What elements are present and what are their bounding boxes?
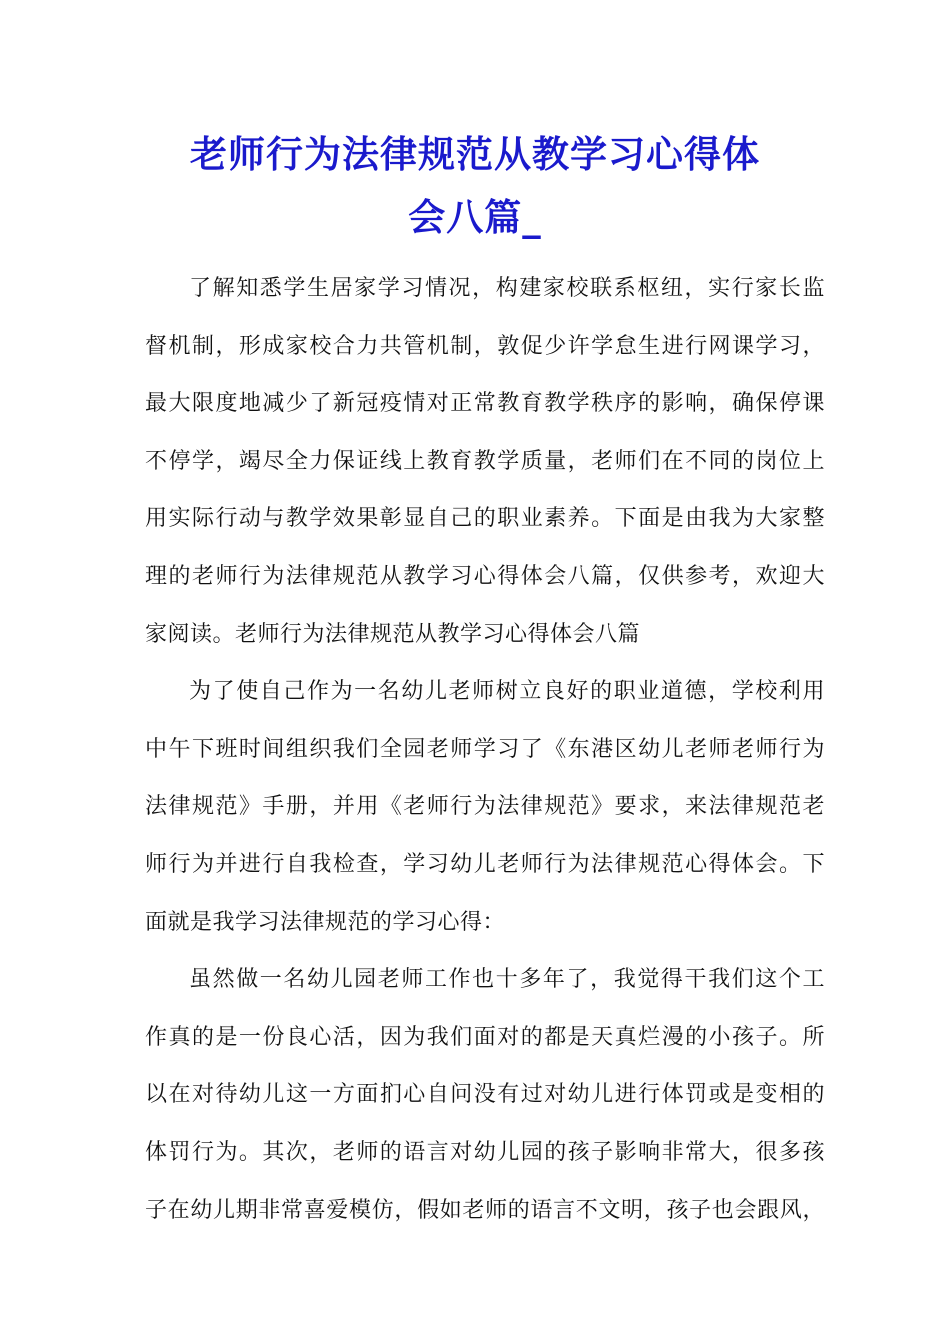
text-line: 作真的是一份良心活，因为我们面对的都是天真烂漫的小孩子。所: [145, 1024, 825, 1050]
text-line: 了解知悉学生居家学习情况，构建家校联系枢纽，实行家长监: [189, 276, 825, 301]
text-line: 子在幼儿期非常喜爱模仿，假如老师的语言不文明，孩子也会跟风，: [145, 1197, 825, 1223]
paragraph-3: [145, 951, 825, 1239]
text-line: 虽然做一名幼儿园老师工作也十多年了，我觉得干我们这个工: [189, 967, 825, 993]
document-body: [145, 260, 825, 1239]
text-line: 师行为并进行自我检查，学习幼儿老师行为法律规范心得体会。下: [145, 851, 825, 877]
text-line: 体罚行为。其次，老师的语言对幼儿园的孩子影响非常大，很多孩: [145, 1139, 825, 1165]
text-line: 最大限度地减少了新冠疫情对正常教育教学秩序的影响，确保停课: [145, 391, 825, 417]
text-line: 中午下班时间组织我们全园老师学习了《东港区幼儿老师老师行为: [145, 736, 825, 762]
text-line: 家阅读。老师行为法律规范从教学习心得体会八篇: [145, 621, 641, 647]
document-title: [120, 123, 830, 249]
text-line: 不停学，竭尽全力保证线上教育教学质量，老师们在不同的岗位上: [145, 448, 825, 474]
paragraph-1: [145, 260, 825, 663]
text-line: 督机制，形成家校合力共管机制，敦促少许学怠生进行网课学习，: [145, 333, 825, 359]
text-line: 为了使自己作为一名幼儿老师树立良好的职业道德，学校利用: [189, 679, 825, 705]
title-line: 会八篇_: [408, 195, 542, 239]
text-line: 理的老师行为法律规范从教学习心得体会八篇，仅供参考，欢迎大: [145, 563, 825, 589]
text-line: 面就是我学习法律规范的学习心得：: [145, 909, 506, 935]
paragraph-2: [145, 663, 825, 951]
text-line: 用实际行动与教学效果彰显自己的职业素养。下面是由我为大家整: [145, 506, 825, 532]
text-line: 法律规范》手册，并用《老师行为法律规范》要求，来法律规范老: [145, 794, 825, 820]
title-line: 老师行为法律规范从教学习心得体: [190, 132, 760, 176]
text-line: 以在对待幼儿这一方面扪心自问没有过对幼儿进行体罚或是变相的: [145, 1082, 825, 1108]
